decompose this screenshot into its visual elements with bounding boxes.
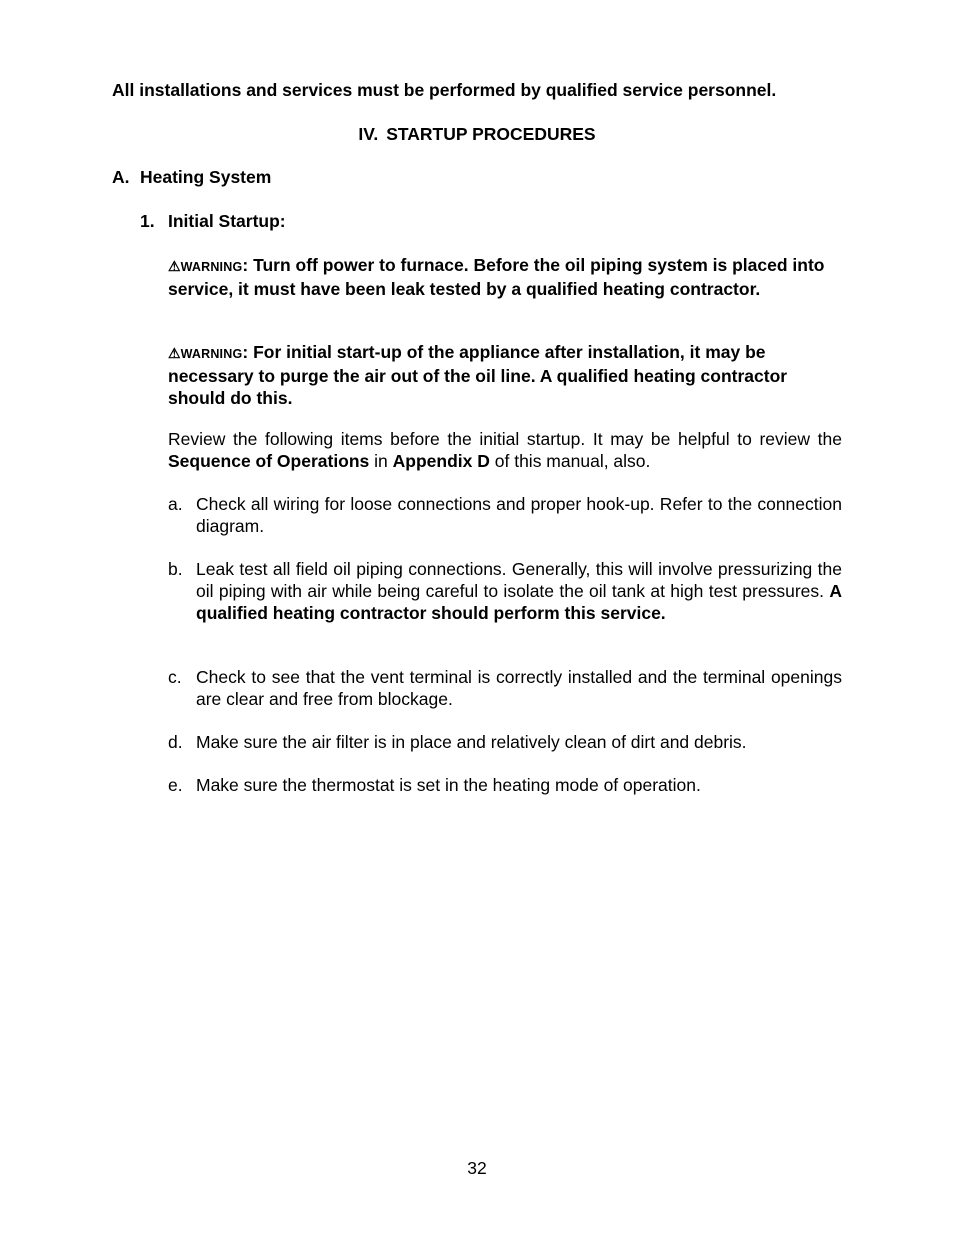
checklist-item-emphasis: A qualified heating contractor should perform this service.: [196, 581, 842, 623]
warning-purge-air: [168, 341, 842, 409]
review-intro-paragraph: [168, 428, 842, 472]
checklist-item: [168, 666, 842, 710]
subsection-title: Heating System: [140, 167, 272, 187]
checklist-item-body: Make sure the air filter is in place and relatively clean of dirt and debris.: [196, 732, 747, 752]
checklist-item-text: [196, 731, 842, 753]
step-heading: [140, 210, 286, 232]
sequence-of-operations-reference: Sequence of Operations: [168, 451, 370, 471]
warning-tag: WARNING: [180, 347, 243, 361]
warning-tag: WARNING: [180, 260, 243, 274]
checklist-item: [168, 493, 842, 537]
subsection-heading: [112, 166, 271, 188]
step-number: 1.: [140, 211, 155, 231]
checklist-item-letter: c.: [168, 667, 182, 687]
qualified-personnel-notice: All installations and services must be performed by qualified service personnel.: [112, 80, 777, 100]
warning-text: : For initial start-up of the appliance after installation, it may be necessary to purge the air out of the oil line. A qualified heating contractor should do this.: [168, 342, 788, 408]
warning-triangle-icon: ⚠: [168, 345, 181, 361]
checklist-item-letter: e.: [168, 775, 183, 795]
section-heading: [0, 123, 954, 145]
intro-text: of this manual, also.: [489, 451, 651, 471]
checklist-item-body: Make sure the thermostat is set in the heating mode of operation.: [196, 775, 701, 795]
checklist-item-text: [196, 774, 842, 796]
page-number: 32: [467, 1158, 487, 1178]
intro-text: in: [369, 451, 393, 471]
checklist-item-text: [196, 493, 842, 537]
checklist-item-body: Leak test all field oil piping connections. Generally, this will involve pressurizing the oil piping with air while being careful to isolate the oil tank at high test pressures.: [196, 559, 842, 601]
checklist-item: [168, 774, 842, 796]
checklist-item: [168, 731, 842, 753]
warning-text: : Turn off power to furnace. Before the oil piping system is placed into service, it must have been leak tested by a qualified heating contractor.: [168, 255, 825, 299]
checklist-item-body: Check all wiring for loose connections and proper hook-up. Refer to the connection diagram.: [196, 494, 842, 536]
checklist-item-letter: b.: [168, 559, 183, 579]
intro-text: Review the following items before the initial startup. It may be helpful to review the: [168, 429, 842, 449]
section-number: IV.: [358, 124, 379, 144]
subsection-letter: A.: [112, 167, 130, 187]
step-title: Initial Startup:: [168, 211, 286, 231]
checklist-item-text: [196, 558, 842, 624]
checklist-item-letter: d.: [168, 732, 183, 752]
warning-triangle-icon: ⚠: [168, 258, 181, 274]
section-title: STARTUP PROCEDURES: [386, 124, 596, 144]
warning-power-off: [168, 254, 842, 300]
appendix-d-reference: Appendix D: [392, 451, 490, 471]
checklist-item: [168, 558, 842, 624]
checklist-item-text: [196, 666, 842, 710]
checklist-item-body: Check to see that the vent terminal is correctly installed and the terminal openings are clear and free from blockage.: [196, 667, 842, 709]
checklist-item-letter: a.: [168, 494, 183, 514]
